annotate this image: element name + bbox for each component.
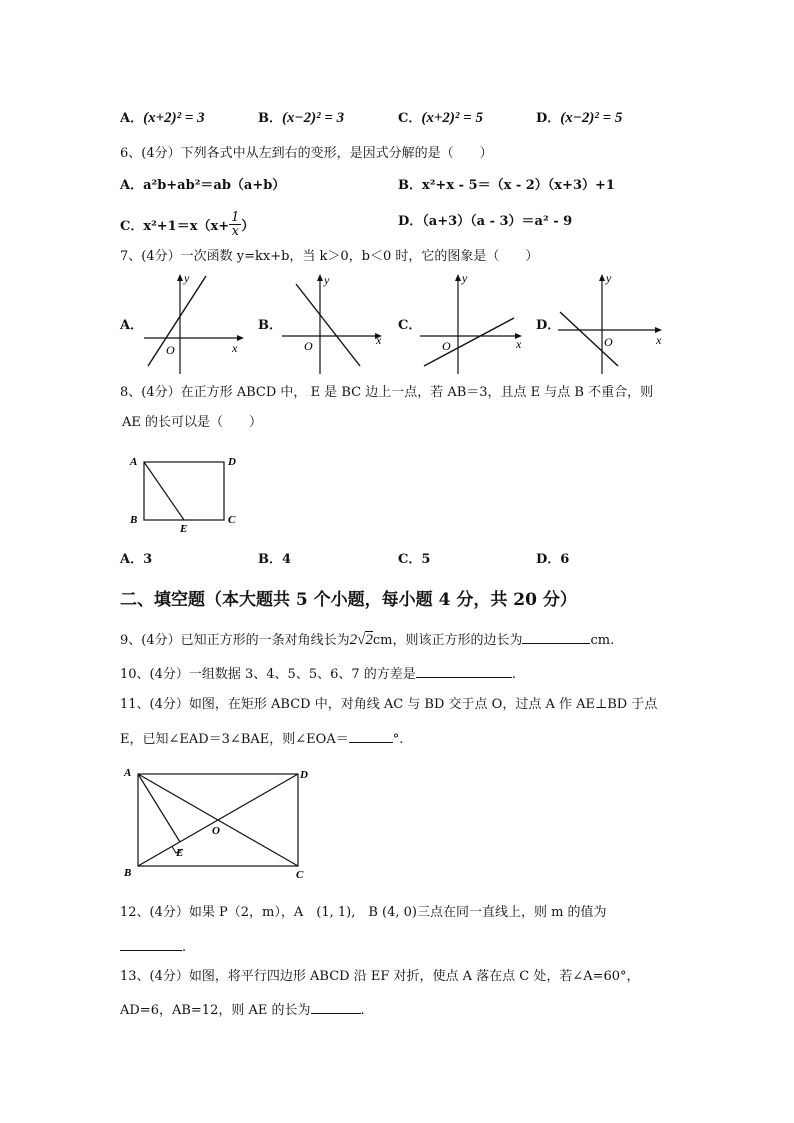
q9-root-expr: 2√2 [349, 632, 373, 648]
point-e-label: E [176, 847, 184, 859]
segment-ae [138, 774, 180, 842]
section-2-title: 二、填空题（本大题共 5 个小题，每小题 4 分，共 20 分） [120, 590, 577, 610]
q6-option-b: B．x²+x - 5＝（x - 2）（x+3）+1 [398, 178, 615, 193]
q8-option-b: B．4 [258, 552, 292, 567]
q11-answer-blank[interactable] [349, 729, 393, 743]
function-line [296, 284, 360, 366]
x-label: x [232, 341, 238, 355]
q6-option-a: A．a²b+ab²＝ab（a+b） [120, 178, 286, 193]
y-axis-arrow-icon [455, 274, 461, 281]
q11-rectangle-figure [120, 762, 320, 882]
point-o-label: O [212, 825, 220, 837]
q7-stem: 7、(4分）一次函数 y=kx+b，当 k＞0，b＜0 时，它的图象是（ ） [120, 249, 539, 264]
q7-label-a: A． [120, 318, 144, 333]
q5-option-b-expr: (x−2)² = 3 [282, 110, 345, 126]
point-e-label: E [180, 523, 188, 535]
q7-graph-b [280, 270, 390, 378]
y-label: y [606, 271, 612, 285]
origin-label: O [442, 339, 451, 353]
x-label: x [516, 337, 522, 351]
point-a-label: A [130, 456, 138, 468]
q6-stem: 6、(4分）下列各式中从左到右的变形，是因式分解的是（ ） [120, 146, 493, 161]
function-line [424, 318, 514, 366]
point-b-label: B [124, 867, 132, 879]
q5-option-a-expr: (x+2)² = 3 [143, 110, 205, 126]
origin-label: O [304, 339, 313, 353]
q5-option-b: B．(x−2)² = 3 [258, 110, 345, 126]
q10-answer-blank[interactable] [416, 664, 512, 678]
x-label: x [656, 333, 662, 347]
y-axis-arrow-icon [177, 274, 183, 281]
point-d-label: D [300, 769, 308, 781]
q12-line1: 12、(4分）如果 P（2，m），A (1, 1), B (4, 0)三点在同一直线上，则 m 的值为 [120, 905, 607, 920]
q7-graph-d [556, 270, 671, 378]
q6-option-c: C．x²+1＝x（x+ $\frac{1}{x}$ ） [120, 210, 255, 239]
q11-line1: 11、(4分）如图，在矩形 ABCD 中，对角线 AC 与 BD 交于点 O，过点 A 作 AE⊥BD 于点 [120, 697, 658, 712]
q8-stem-line1: 8、(4分）在正方形 ABCD 中， E 是 BC 边上一点，若 AB＝3，且点 E 与点 B 不重合，则 [120, 385, 654, 400]
y-label: y [462, 271, 468, 285]
point-d-label: D [228, 456, 236, 468]
q5-option-d-expr: (x−2)² = 5 [560, 110, 623, 126]
q9-line: 9、(4分）已知正方形的一条对角线长为2√2cm，则该正方形的边长为 cm. [120, 632, 615, 648]
q7-graph-c [418, 270, 533, 378]
function-line [148, 276, 206, 366]
q8-option-c: C．5 [398, 552, 431, 567]
q12-line2: . [120, 937, 186, 957]
q8-square-figure [126, 450, 256, 536]
point-b-label: B [130, 514, 138, 526]
q5-option-a: A．(x+2)² = 3 [120, 110, 205, 126]
fraction-1-over-x: $\frac{1}{x}$ [231, 210, 240, 239]
q8-stem-line2: AE 的长可以是（ ） [122, 415, 263, 430]
x-label: x [376, 333, 382, 347]
q10-line: 10、(4分）一组数据 3、4、5、5、6、7 的方差是 . [120, 664, 516, 684]
q12-answer-blank[interactable] [120, 937, 182, 951]
y-axis-arrow-icon [317, 274, 323, 281]
q7-graph-a [140, 270, 250, 378]
q5-option-c: C．(x+2)² = 5 [398, 110, 483, 126]
segment-ae [144, 462, 184, 520]
y-label: y [184, 271, 190, 285]
q7-label-c: C． [398, 318, 422, 333]
y-axis-arrow-icon [599, 274, 605, 281]
point-c-label: C [228, 514, 236, 526]
origin-label: O [604, 335, 613, 349]
q8-option-a: A．3 [120, 552, 153, 567]
point-a-label: A [124, 767, 132, 779]
q7-label-b: B． [258, 318, 282, 333]
q13-line2: AD=6，AB=12，则 AE 的长为 . [120, 1000, 365, 1020]
q6-option-d: D．（a+3）（a - 3）＝a² - 9 [398, 214, 573, 229]
q7-label-d: D． [536, 318, 561, 333]
origin-label: O [166, 343, 175, 357]
q5-option-c-expr: (x+2)² = 5 [421, 110, 483, 126]
square-abcd [144, 462, 224, 520]
q8-option-d: D．6 [536, 552, 570, 567]
q11-line2: E，已知∠EAD＝3∠BAE，则∠EOA＝ °. [120, 729, 403, 749]
q5-option-d: D．(x−2)² = 5 [536, 110, 623, 126]
q9-answer-blank[interactable] [522, 630, 590, 644]
q13-answer-blank[interactable] [311, 1000, 361, 1014]
y-label: y [324, 273, 330, 287]
point-c-label: C [296, 869, 304, 881]
q13-line1: 13、(4分）如图，将平行四边形 ABCD 沿 EF 对折，使点 A 落在点 C 处，若∠A=60°， [120, 969, 640, 984]
x-axis-arrow-icon [237, 335, 244, 341]
